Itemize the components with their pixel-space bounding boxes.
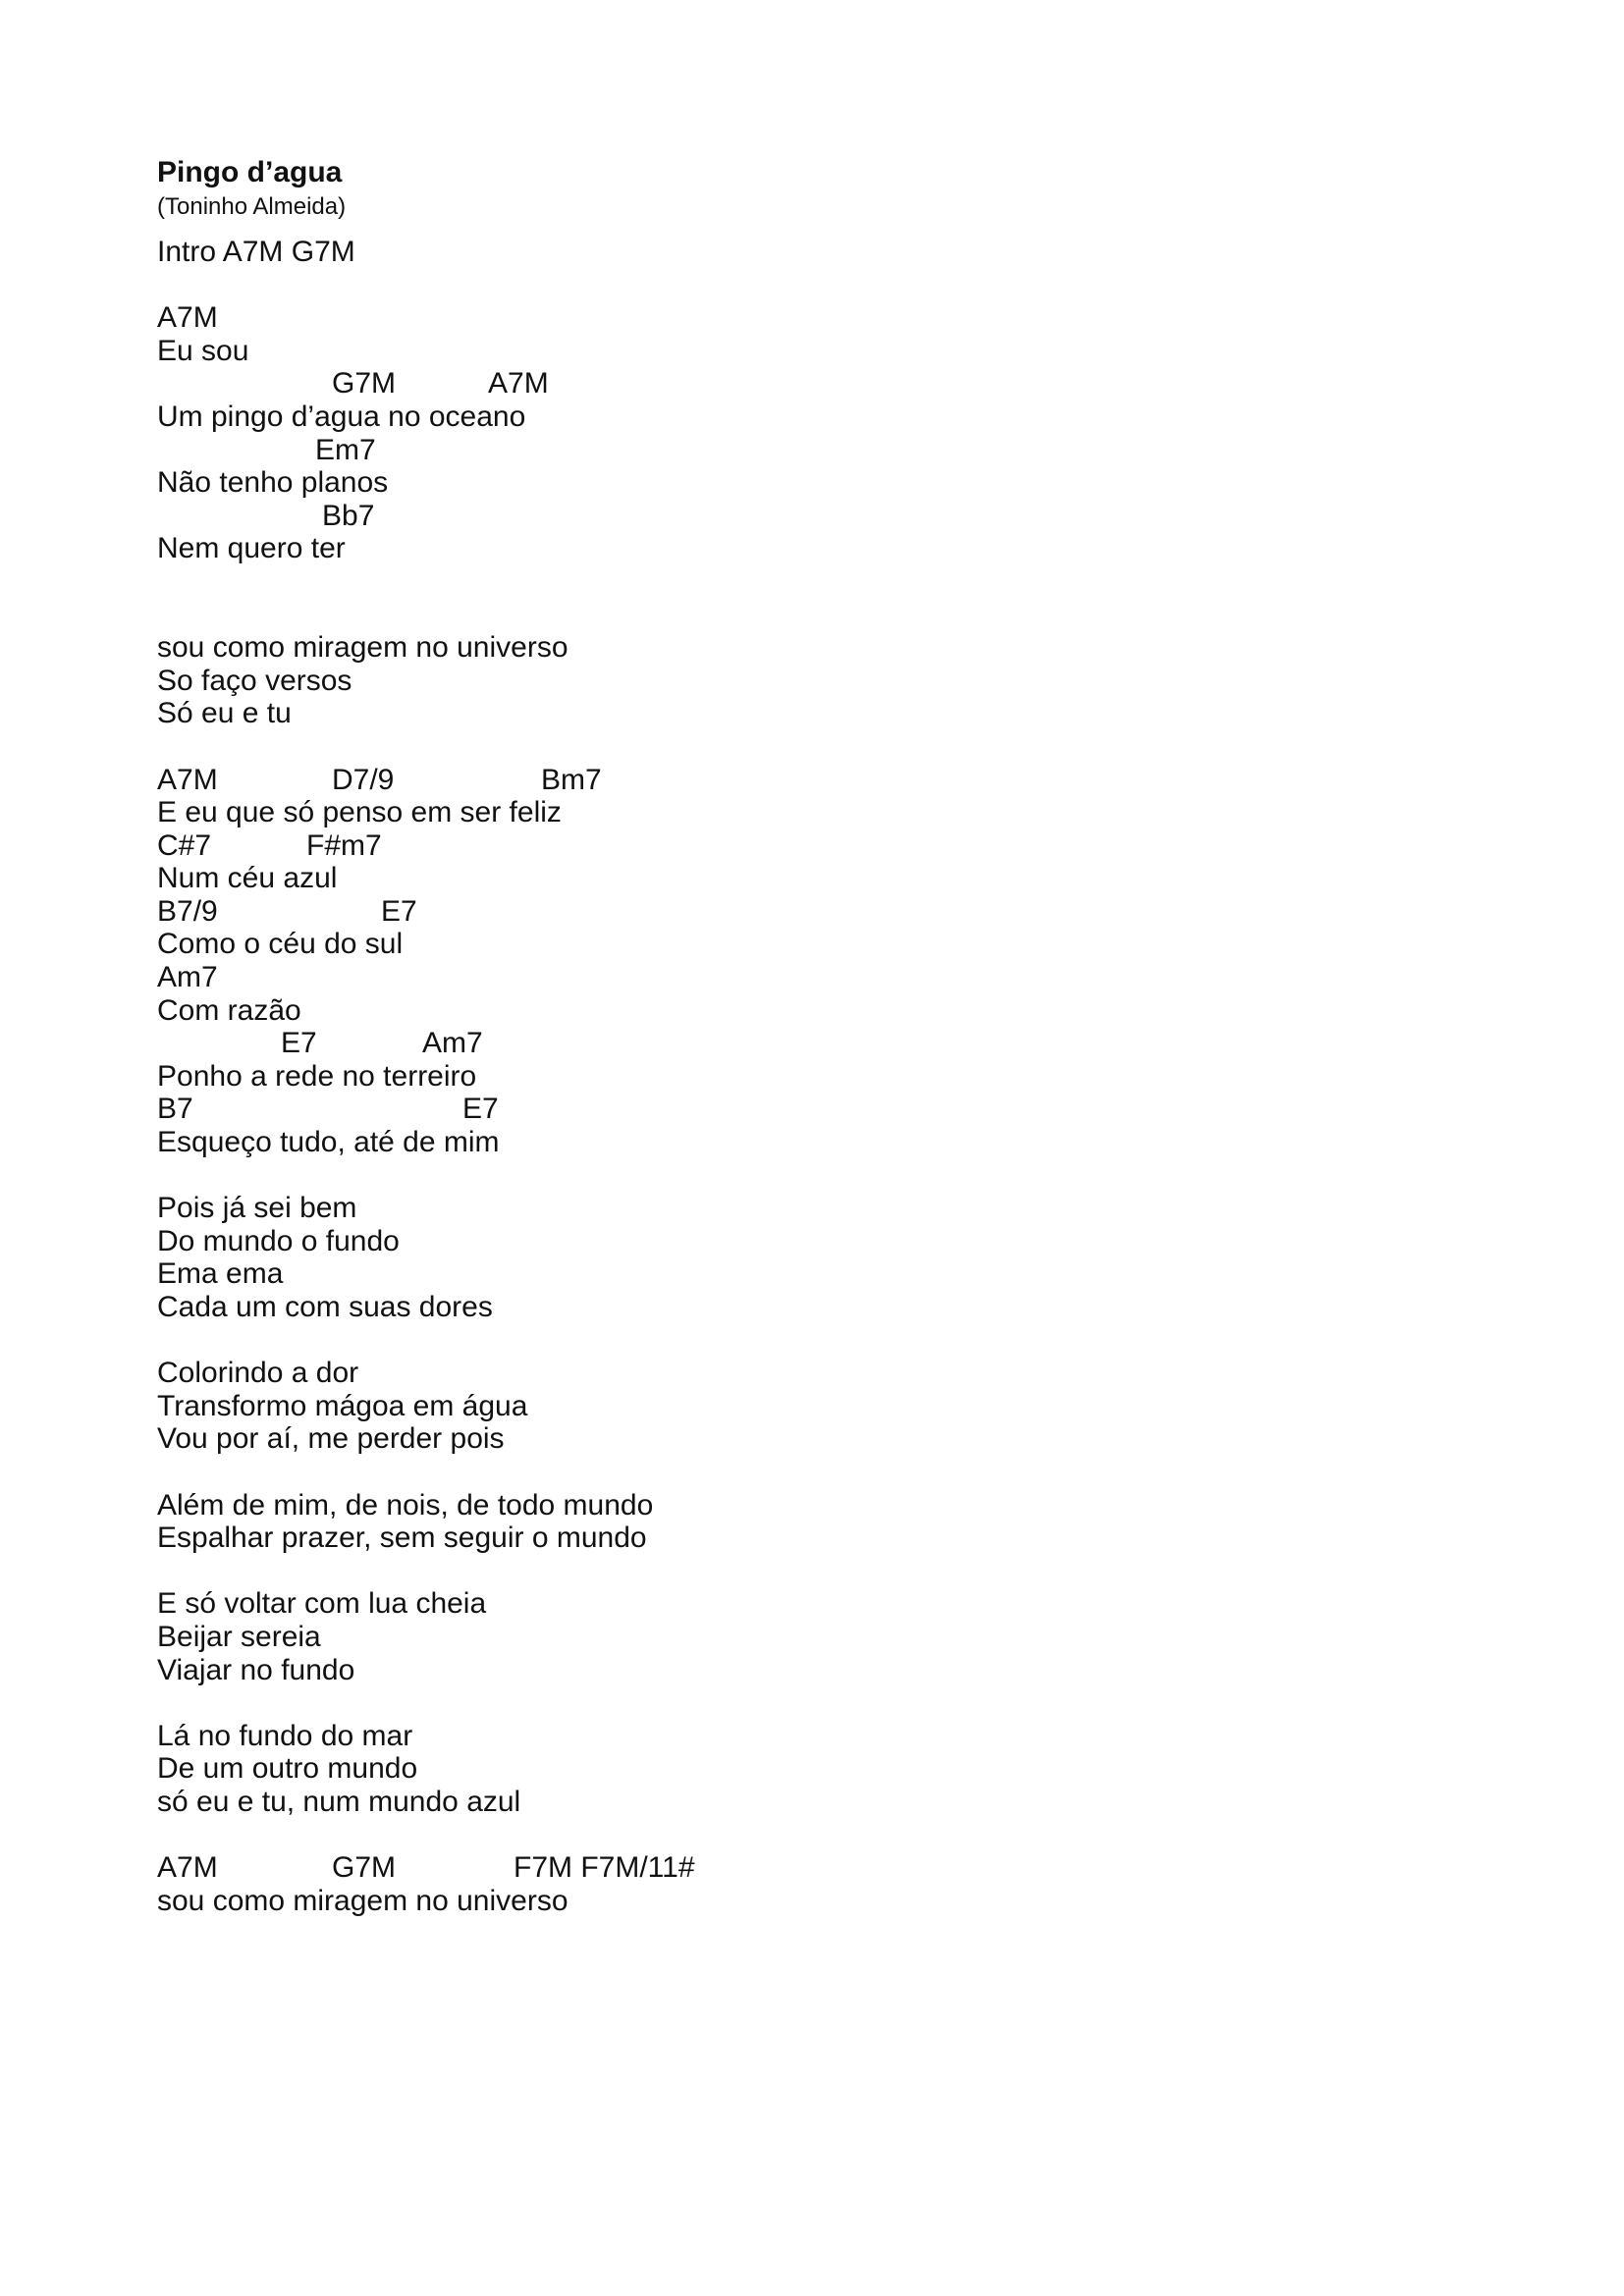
lyric-line: Do mundo o fundo (157, 1224, 400, 1257)
lyric-line: só eu e tu, num mundo azul (157, 1785, 521, 1818)
lyric-line: Pois já sei bem (157, 1192, 357, 1225)
chord-line (157, 895, 1473, 929)
chord: Bm7 (541, 763, 602, 796)
chord: B7/9 (157, 894, 218, 928)
lyric-line: Vou por aí, me perder pois (157, 1422, 505, 1456)
chord: A7M (488, 367, 549, 400)
lyric-line: E só voltar com lua cheia (157, 1587, 487, 1621)
chord: E7 (281, 1027, 317, 1060)
chord: A7M (157, 1851, 218, 1885)
lyric-line: Beijar sereia (157, 1620, 321, 1653)
lyric-line: Como o céu do sul (157, 928, 404, 961)
chord-line (157, 829, 1473, 863)
chord: A7M (157, 763, 218, 796)
chord-line (157, 961, 1473, 994)
lyric-line: Só eu e tu (157, 697, 292, 730)
lyric-line: Eu sou (157, 334, 249, 367)
lyric-line: Nem quero ter (157, 532, 346, 565)
chord: E7 (462, 1093, 499, 1126)
chord: F#m7 (306, 828, 382, 862)
lyric-line: Além de mim, de nois, de todo mundo (157, 1488, 654, 1522)
chord: G7M (332, 1851, 397, 1885)
lyric-line: Colorindo a dor (157, 1357, 359, 1390)
intro-line: Intro A7M G7M (157, 236, 355, 268)
lyric-line: sou como miragem no universo (157, 631, 568, 665)
chord: C#7 (157, 828, 212, 862)
lyric-line: Ponho a rede no terreiro (157, 1059, 477, 1093)
chord-sheet (157, 153, 1473, 1917)
chord-line (157, 1093, 1473, 1126)
chord-line (157, 1851, 1473, 1885)
chord: A7M (157, 301, 218, 335)
chord: Bb7 (322, 499, 375, 532)
chord: B7 (157, 1093, 193, 1126)
lyric-line: Com razão (157, 993, 301, 1027)
lyric-line: Transformo mágoa em água (157, 1389, 528, 1422)
lyric-line: De um outro mundo (157, 1752, 418, 1786)
chord: G7M (332, 367, 397, 400)
chord-line (157, 500, 1473, 533)
lyric-line: Viajar no fundo (157, 1653, 355, 1686)
song-composer: (Toninho Almeida) (157, 193, 347, 220)
chord: F7M F7M/11# (514, 1851, 695, 1885)
chord: E7 (381, 894, 417, 928)
lyric-line: Não tenho planos (157, 466, 389, 500)
song-title: Pingo d’agua (157, 156, 343, 188)
chord-line (157, 367, 1473, 400)
lyric-line: E eu que só penso em ser feliz (157, 796, 562, 829)
chord: Em7 (315, 433, 376, 466)
chord-line (157, 434, 1473, 467)
chord: Am7 (157, 961, 218, 994)
lyric-line: Espalhar prazer, sem seguir o mundo (157, 1522, 647, 1555)
lyric-line: Lá no fundo do mar (157, 1719, 413, 1752)
lyric-line: Num céu azul (157, 862, 338, 895)
lyric-line: Um pingo d’agua no oceano (157, 400, 526, 433)
chord: Am7 (422, 1027, 483, 1060)
lyric-line: Ema ema (157, 1257, 284, 1291)
lyric-line: Esqueço tudo, até de mim (157, 1126, 500, 1159)
chord: D7/9 (332, 763, 395, 796)
lyric-line: Cada um com suas dores (157, 1291, 493, 1323)
chord-line (157, 301, 1473, 335)
lyric-line: sou como miragem no universo (157, 1884, 568, 1917)
lyric-line: So faço versos (157, 664, 352, 697)
chord-line (157, 764, 1473, 797)
chord-line (157, 1027, 1473, 1060)
